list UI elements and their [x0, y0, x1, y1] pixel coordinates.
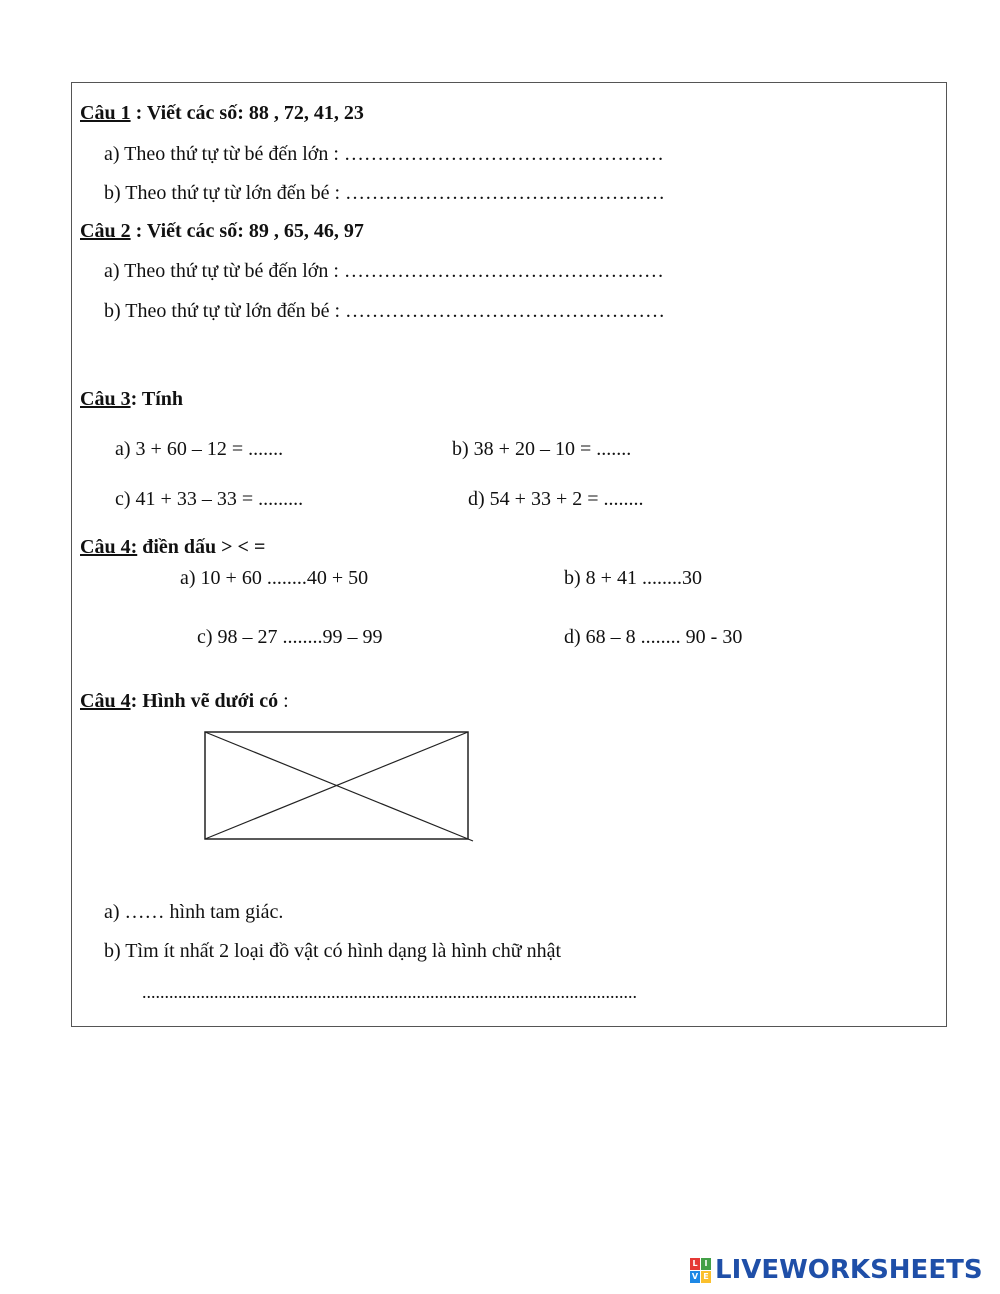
rectangle-diagonals-figure — [204, 731, 476, 843]
q1-heading — [80, 101, 364, 125]
q4-a: a) 10 + 60 ........40 + 50 — [180, 567, 369, 589]
q1-prompt: : Viết các số: 88 , 72, 41, 23 — [130, 102, 364, 124]
q1-label: Câu 1 — [80, 102, 131, 124]
q3-b: b) 38 + 20 – 10 = ....... — [452, 438, 632, 460]
logo-text: LIVEWORKSHEETS — [715, 1255, 983, 1285]
q1-b: b) Theo thứ tự từ lớn đến bé : ………………………………………… — [104, 182, 666, 204]
q5-label: Câu 4 — [80, 690, 131, 712]
q3-label: Câu 3 — [80, 388, 131, 410]
q3-a: a) 3 + 60 – 12 = ....... — [115, 438, 284, 460]
q2-b: b) Theo thứ tự từ lớn đến bé : ………………………………………… — [104, 300, 666, 322]
q4-heading — [80, 535, 265, 559]
q4-d: d) 68 – 8 ........ 90 - 30 — [564, 626, 743, 648]
liveworksheets-logo — [690, 1254, 983, 1286]
figure-diagonal-1 — [205, 732, 473, 841]
q5-b: b) Tìm ít nhất 2 loại đồ vật có hình dạng là hình chữ nhật — [104, 940, 562, 962]
q2-a: a) Theo thứ tự từ bé đến lớn : ………………………………………… — [104, 260, 664, 282]
logo-mark-l: L — [690, 1258, 700, 1270]
logo-mark-e: E — [701, 1271, 711, 1283]
q2-label: Câu 2 — [80, 220, 131, 242]
q5-heading — [80, 689, 289, 713]
q5-suffix: : — [278, 690, 289, 712]
q4-c: c) 98 – 27 ........99 – 99 — [197, 626, 383, 648]
logo-mark-icon — [690, 1258, 711, 1283]
q2-prompt: : Viết các số: 89 , 65, 46, 97 — [130, 220, 364, 242]
q4-b: b) 8 + 41 ........30 — [564, 567, 702, 589]
q1-a: a) Theo thứ tự từ bé đến lớn : ………………………………………… — [104, 143, 664, 165]
q5-answer-line: .............................................................................................................. — [142, 982, 637, 1002]
q5-prompt: : Hình vẽ dưới có — [130, 690, 279, 712]
q3-c: c) 41 + 33 – 33 = ......... — [115, 488, 304, 510]
q3-d: d) 54 + 33 + 2 = ........ — [468, 488, 644, 510]
q3-prompt: : Tính — [130, 388, 184, 410]
q5-a: a) …… hình tam giác. — [104, 901, 284, 923]
logo-mark-v: V — [691, 1271, 699, 1281]
q3-heading — [80, 387, 183, 411]
q4-label: Câu 4: — [80, 536, 138, 558]
q4-prompt: điền dấu > < = — [137, 536, 266, 558]
logo-mark-i: I — [701, 1258, 711, 1270]
q2-heading — [80, 219, 364, 243]
